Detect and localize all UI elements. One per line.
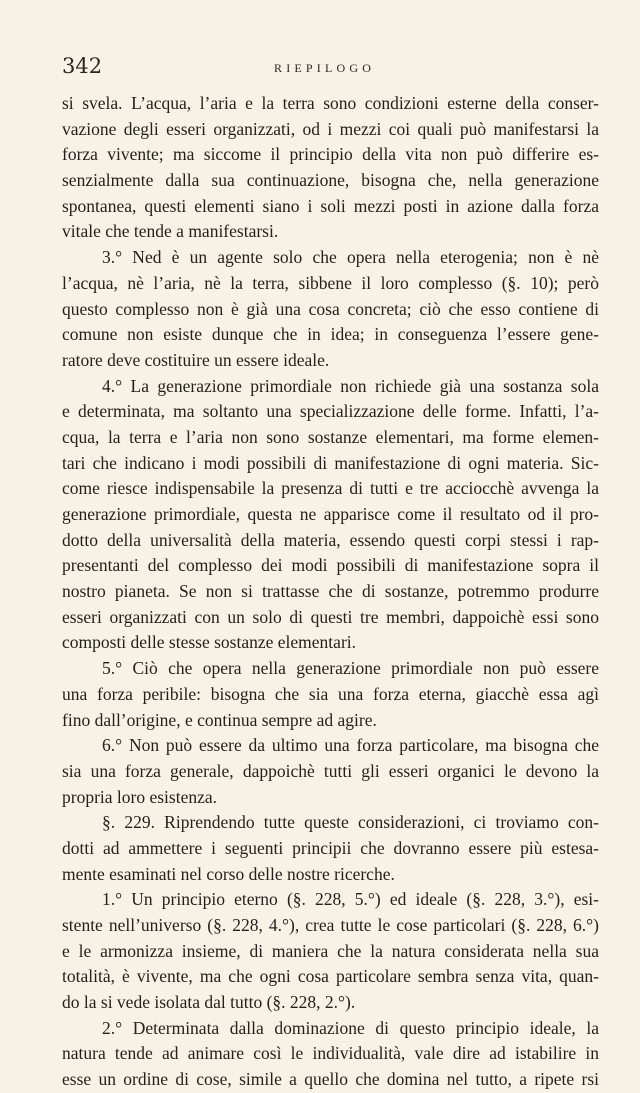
text-line: esse un ordine di cose, simile a quello che domina nel tutto, a ripete rsi — [62, 1069, 599, 1090]
text-line: tari che indicano i modi possibili di manifestazione di ogni materia. Sic- — [62, 452, 599, 473]
text-line: si svela. L’acqua, l’aria e la terra sono condizioni esterne della conser- — [62, 93, 599, 113]
text-line: esseri organizzati con un solo di questi tre membri, dappoichè essi sono — [62, 606, 599, 627]
text-line: questo complesso non è già una cosa concreta; ciò che esso contiene di — [62, 298, 599, 319]
running-head: RIEPILOGO — [274, 61, 376, 75]
text-line: 3.° Ned è un agente solo che opera nella eterogenia; non è nè — [102, 247, 599, 268]
body-text — [62, 91, 599, 1093]
text-line: e determinata, ma soltanto una specializzazione delle forme. Infatti, l’a- — [62, 401, 599, 422]
text-line: fino dall’origine, e continua sempre ad agire. — [62, 709, 377, 730]
text-line: cqua, la terra e l’aria non sono sostanze elementari, ma forme elemen- — [62, 426, 599, 447]
text-line: generazione primordiale, questa ne apparisce come il resultato od il pro- — [62, 504, 599, 524]
page-header — [62, 54, 602, 84]
text-line: vitale che tende a manifestarsi. — [62, 221, 279, 242]
text-line: do la si vede isolata dal tutto (§. 228, 2.°). — [62, 992, 356, 1013]
text-line: composti delle stesse sostanze elementari. — [62, 632, 357, 653]
text-line: una forza peribile: bisogna che sia una forza eterna, giacchè essa agì — [62, 683, 599, 704]
text-line: vazione degli esseri organizzati, od i mezzi coi quali può manifestarsi la — [62, 118, 599, 139]
text-line: propria loro esistenza. — [62, 786, 218, 807]
text-line: 4.° La generazione primordiale non richiede già una sostanza sola — [102, 375, 599, 396]
text-line: stente nell’universo (§. 228, 4.°), crea tutte le cose particolari (§. 228, 6.°) — [62, 915, 599, 935]
text-line: e le armonizza insieme, di maniera che la natura considerata nella sua — [62, 940, 599, 961]
text-line: 2.° Determinata dalla dominazione di questo principio ideale, la — [102, 1017, 599, 1038]
page-number: 342 — [62, 54, 103, 78]
text-line: totalità, è vivente, ma che ogni cosa particolare sembra senza vita, quan- — [62, 966, 599, 987]
text-line: comune non esiste dunque che in idea; in conseguenza l’essere gene- — [62, 324, 599, 345]
text-line: dotti ad ammettere i seguenti principii che dovranno essere più estesa- — [62, 837, 599, 858]
text-line: 5.° Ciò che opera nella generazione primordiale non può essere — [102, 658, 599, 679]
text-line: come riesce indispensabile la presenza di tutti e tre acciocchè avvenga la — [62, 478, 599, 499]
text-line: 1.° Un principio eterno (§. 228, 5.°) ed ideale (§. 228, 3.°), esi- — [102, 889, 599, 910]
text-line: l’acqua, nè l’aria, nè la terra, sibbene il loro complesso (§. 10); però — [62, 272, 599, 293]
text-line: nostro pianeta. Se non si trattasse che di sostanze, potremmo produrre — [62, 581, 599, 602]
text-line: ratore deve costituire un essere ideale. — [62, 349, 330, 370]
text-line: mente esaminati nel corso delle nostre ricerche. — [62, 863, 395, 884]
text-line: spontanea, questi elementi siano i soli mezzi posti in azione dalla forza — [62, 195, 599, 216]
text-line: senzialmente dalla sua continuazione, bisogna che, nella generazione — [62, 170, 599, 191]
text-line: presentanti del complesso dei modi possibili di manifestazione sopra il — [62, 555, 599, 576]
text-line: sia una forza generale, dappoichè tutti gli esseri organici le devono la — [62, 760, 599, 781]
text-line: 6.° Non può essere da ultimo una forza particolare, ma bisogna che — [102, 735, 599, 756]
text-line: §. 229. Riprendendo tutte queste considerazioni, ci troviamo con- — [102, 812, 599, 833]
text-line: natura tende ad animare così le individualità, vale dire ad istabilire in — [62, 1043, 599, 1064]
text-line: dotto della universalità della materia, essendo questi corpi stessi i rap- — [62, 529, 599, 550]
text-line: forza vivente; ma siccome il principio della vita non può differire es- — [62, 144, 599, 165]
